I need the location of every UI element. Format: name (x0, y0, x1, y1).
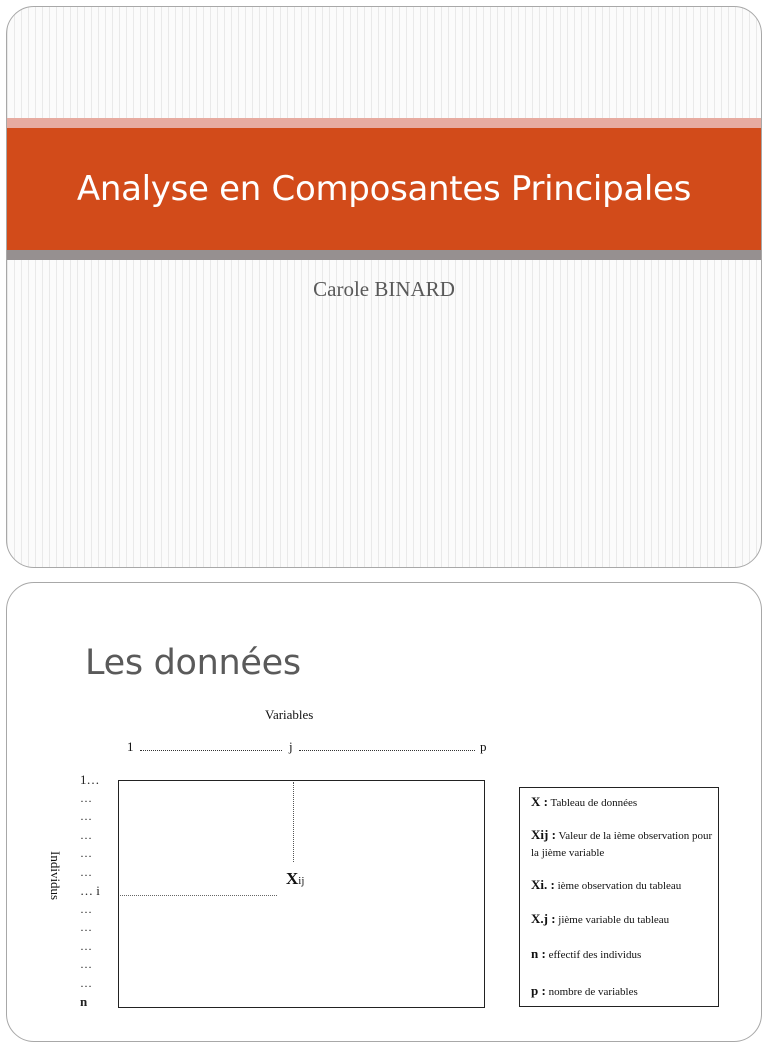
title-slide (6, 6, 762, 568)
col-end-label: p (480, 739, 487, 754)
row-dots: … (80, 902, 92, 916)
legend-box (519, 787, 719, 1007)
data-matrix (118, 780, 485, 1008)
legend-item: p : nombre de variables (531, 983, 638, 998)
row-dots: … (80, 809, 92, 823)
col-mid-label: j (289, 739, 293, 754)
title-band-top (7, 118, 761, 128)
legend-item: Xi. : ième observation du tableau (531, 877, 682, 892)
presentation-title: Analyse en Composantes Principales (76, 169, 692, 209)
data-slide (6, 582, 762, 1042)
col-start-label: 1 (127, 739, 134, 754)
slide-title: Les données (85, 643, 301, 683)
legend-item: Xij : Valeur de la ième observation pour la jième variable (531, 827, 713, 859)
row-dots: … (80, 791, 92, 805)
col-dots-right (299, 750, 475, 751)
row-start-label: 1… (80, 772, 100, 787)
column-guide-line (293, 782, 294, 862)
legend-item: n : effectif des individus (531, 946, 642, 961)
legend-item: X.j : jième variable du tableau (531, 911, 670, 926)
col-dots-left (140, 750, 282, 751)
columns-label: Variables (265, 707, 314, 722)
title-band-bottom (7, 250, 761, 260)
row-dots: … (80, 957, 92, 971)
row-dots: … (80, 828, 92, 842)
author-name: Carole BINARD (313, 277, 455, 301)
row-dots: … (80, 846, 92, 860)
row-dots: … (80, 920, 92, 934)
legend-item: X : Tableau de données (531, 794, 638, 809)
cell-label: Xij (286, 869, 305, 888)
row-dots: … (80, 939, 92, 953)
title-band (7, 128, 761, 250)
row-guide-line (120, 895, 277, 896)
row-dots: … (80, 865, 92, 879)
row-dots: … (80, 976, 92, 990)
row-mid-label: … i (80, 883, 100, 898)
rows-label: Individus (48, 851, 63, 901)
row-end-label: n (80, 994, 88, 1009)
